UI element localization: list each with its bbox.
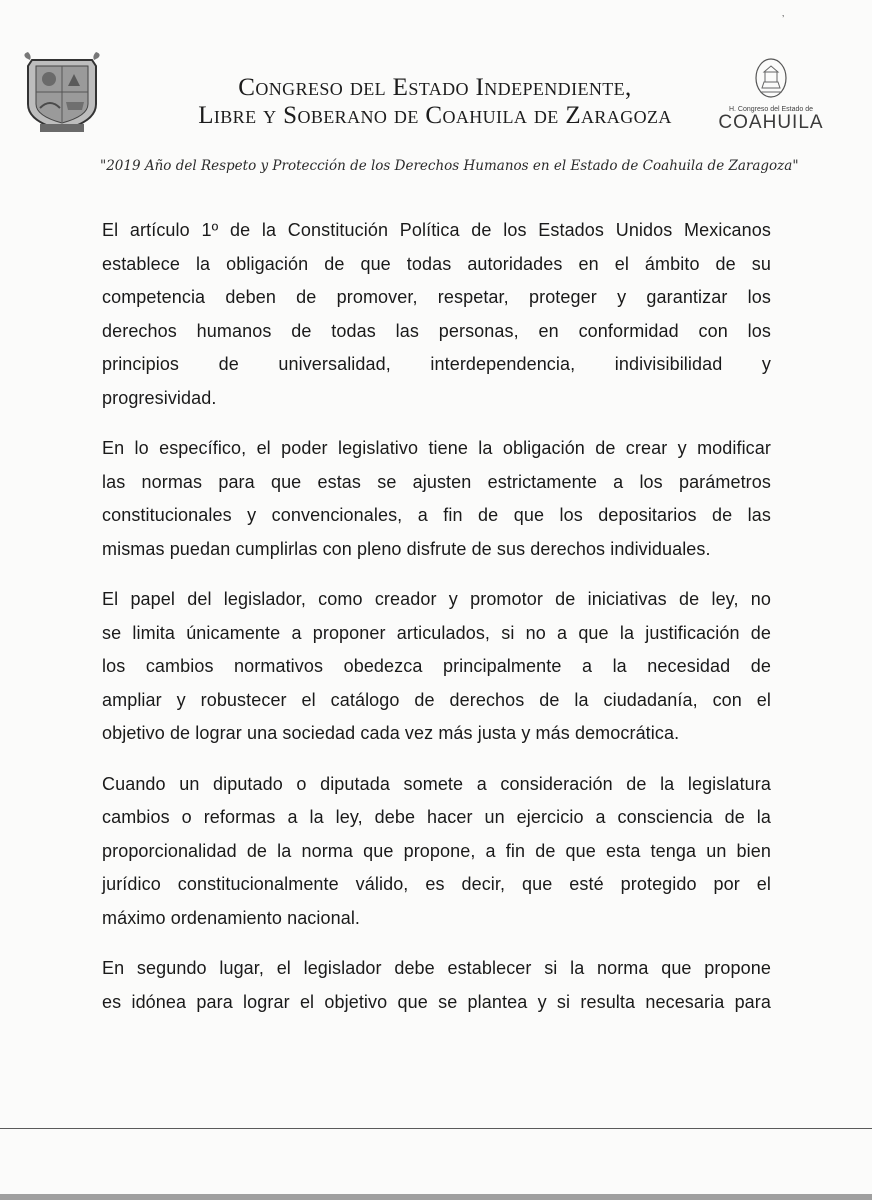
text-line: El papel del legislador, como creador y promotor de iniciativas de ley, no: [102, 589, 771, 609]
paragraph: [102, 583, 771, 751]
text-line: competencia deben de promover, respetar, proteger y garantizar los: [102, 287, 771, 307]
paragraph: [102, 768, 771, 936]
congress-logo-small-text: H. Congreso del Estado de: [728, 106, 814, 113]
text-line: ampliar y robustecer el catálogo de derechos de la ciudadanía, con el: [102, 689, 771, 710]
paragraph: [102, 214, 771, 415]
text-line: El artículo 1º de la Constitución Política de los Estados Unidos Mexicanos: [102, 220, 771, 240]
text-line: cambios o reformas a la ley, debe hacer un ejercicio a consciencia de la: [102, 807, 771, 827]
text-line: En segundo lugar, el legislador debe establecer si la norma que propone: [102, 958, 771, 978]
text-line: los cambios normativos obedezca principalmente a la necesidad de: [102, 656, 771, 676]
text-line: es idónea para lograr el objetivo que se plantea y si resulta necesaria para: [102, 991, 771, 1012]
header-title-line-2: Libre y Soberano de Coahuila de Zaragoza: [198, 102, 672, 129]
paragraph: [102, 952, 771, 1019]
header-title: [150, 74, 720, 130]
text-line: Cuando un diputado o diputada somete a consideración de la legislatura: [102, 773, 771, 794]
congress-logo-name: COAHUILA: [718, 112, 824, 133]
scan-edge: [0, 1194, 872, 1200]
congress-logo: [716, 58, 826, 138]
year-motto: "2019 Año del Respeto y Protección de los Derechos Humanos en el Estado de Coahuila de Zaragoza": [100, 158, 799, 174]
text-line: las normas para que estas se ajusten estrictamente a los parámetros: [102, 471, 771, 492]
header-title-line-1: Congreso del Estado Independiente,: [238, 74, 632, 101]
text-line: jurídico constitucionalmente válido, es decir, que esté protegido por el: [102, 874, 771, 894]
text-line: mismas puedan cumplirlas con pleno disfrute de sus derechos individuales.: [102, 538, 711, 559]
document-body: [102, 214, 771, 1036]
paragraph: [102, 432, 771, 566]
text-line: se limita únicamente a proponer articulados, si no a que la justificación de: [102, 622, 771, 643]
text-line: En lo específico, el poder legislativo tiene la obligación de crear y modificar: [102, 438, 771, 458]
footer-divider: [0, 1128, 872, 1129]
text-line: máximo ordenamiento nacional.: [102, 907, 361, 928]
text-line: establece la obligación de que todas autoridades en el ámbito de su: [102, 253, 771, 274]
congress-emblem-icon: [754, 58, 788, 102]
text-line: progresividad.: [102, 387, 217, 408]
text-line: constitucionales y convencionales, a fin de que los depositarios de las: [102, 505, 771, 525]
coahuila-state-seal-icon: [22, 52, 102, 134]
corner-mark: ’: [782, 14, 785, 25]
text-line: proporcionalidad de la norma que propone, a fin de que esta tenga un bien: [102, 840, 771, 861]
text-line: principios de universalidad, interdependencia, indivisibilidad y: [102, 354, 771, 374]
text-line: derechos humanos de todas las personas, en conformidad con los: [102, 320, 771, 341]
text-line: objetivo de lograr una sociedad cada vez más justa y más democrática.: [102, 723, 680, 743]
